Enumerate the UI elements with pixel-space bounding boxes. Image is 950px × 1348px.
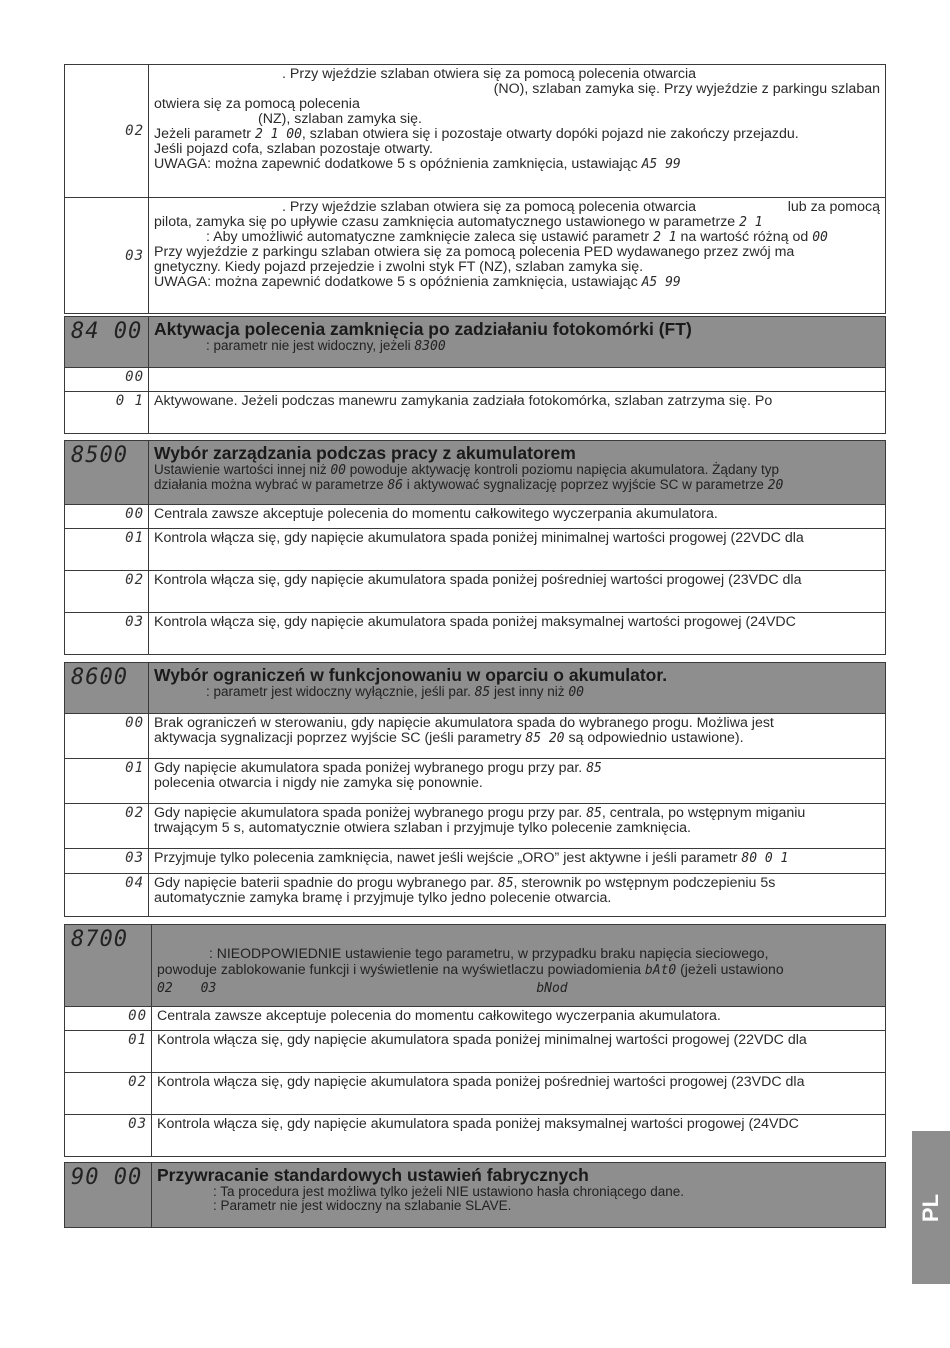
param-header	[65, 317, 886, 368]
param-90-table	[64, 1162, 886, 1228]
text-line: otwiera się za pomocą polecenia	[154, 96, 360, 112]
param-title: Przywracanie standardowych ustawień fabrycznych	[157, 1165, 589, 1185]
param-title: Wybór ograniczeń w funkcjonowaniu w oparciu o akumulator.	[154, 665, 668, 685]
param-86-table	[64, 662, 886, 917]
table-row	[65, 368, 886, 392]
table-row	[65, 874, 886, 917]
option-description: Kontrola włącza się, gdy napięcie akumulatora spada poniżej pośredniej wartości progowej (23VDC dla	[152, 1073, 886, 1115]
option-description: Kontrola włącza się, gdy napięcie akumulatora spada poniżej maksymalnej wartości progowej (24VDC	[152, 1115, 886, 1157]
param-note: Ustawienie wartości innej niż 00 powoduje aktywację kontroli poziomu napięcia akumulatora. Żądany typ	[154, 462, 779, 478]
option-code: 00	[128, 1008, 147, 1024]
option-code: 00	[125, 369, 144, 385]
option-description: Centrala zawsze akceptuje polecenia do momentu całkowitego wyczerpania akumulatora.	[149, 505, 886, 529]
param-note: 02 03 bNod	[157, 981, 568, 996]
table-row	[65, 1007, 886, 1031]
param-note: : parametr jest widoczny wyłącznie, jeśli par. 85 jest inny niż 00	[206, 684, 584, 700]
option-description	[149, 65, 886, 198]
table-row	[65, 714, 886, 759]
option-description: Aktywowane. Jeżeli podczas manewru zamykania zadziała fotokomórka, szlaban zatrzyma się. Po	[149, 392, 886, 434]
table-row	[65, 804, 886, 849]
text-line: . Przy wjeździe szlaban otwiera się za pomocą polecenia otwarcia lub za pomocą	[282, 199, 880, 215]
table-row	[65, 198, 886, 314]
text-line: Jeżeli parametr 2 1 00, szlaban otwiera się i pozostaje otwarty dopóki pojazd nie zakończy przejazdu.	[154, 126, 799, 142]
option-code: 03	[125, 247, 144, 264]
option-code: 02	[125, 123, 144, 139]
param-85-table	[64, 440, 886, 655]
param-code: 84 00	[71, 319, 143, 344]
param-87-table	[64, 924, 886, 1157]
language-tab-label: PL	[918, 1193, 943, 1222]
option-code: 02	[125, 572, 144, 588]
option-description: Przyjmuje tylko polecenia zamknięcia, nawet jeśli wejście „ORO” jest aktywne i jeśli parametr 80 0 1	[149, 849, 886, 874]
option-code: 01	[125, 530, 144, 546]
param-note: działania można wybrać w parametrze 86 i aktywować sygnalizację poprzez wyjście SC w parametrze 20	[154, 477, 784, 493]
text-line: (NZ), szlaban zamyka się.	[258, 111, 422, 127]
param-note: powoduje zablokowanie funkcji i wyświetlenie na wyświetlaczu powiadomienia bAt0 (jeżeli ustawiono	[157, 961, 784, 978]
option-code: 02	[125, 805, 144, 821]
option-code: 04	[125, 875, 144, 891]
table-row	[65, 392, 886, 434]
option-code: 03	[128, 1116, 147, 1132]
option-description: Kontrola włącza się, gdy napięcie akumulatora spada poniżej maksymalnej wartości progowej (24VDC	[149, 613, 886, 655]
option-description: Kontrola włącza się, gdy napięcie akumulatora spada poniżej pośredniej wartości progowej (23VDC dla	[149, 571, 886, 613]
param-title: Aktywacja polecenia zamknięcia po zadziałaniu fotokomórki (FT)	[154, 319, 692, 339]
text-line: Przy wyjeździe z parkingu szlaban otwiera się za pomocą polecenia PED wydawanego przez zwój ma	[154, 244, 795, 260]
option-code: 03	[125, 850, 144, 866]
text-line: : Aby umożliwić automatyczne zamknięcie zaleca się ustawić parametr 2 1 na wartość różną od 00	[206, 229, 828, 245]
text-line: gnetyczny. Kiedy pojazd przejedzie i zwolni styk FT (NZ), szlaban zamyka się.	[154, 259, 644, 275]
text-line: UWAGA: można zapewnić dodatkowe 5 s opóźnienia zamknięcia, ustawiając A5 99	[154, 156, 681, 172]
table-row	[65, 1031, 886, 1073]
param-header	[65, 663, 886, 714]
param-note: : Parametr nie jest widoczny na szlabanie SLAVE.	[213, 1198, 512, 1213]
option-code: 00	[125, 715, 144, 731]
param-note: : Ta procedura jest możliwa tylko jeżeli NIE ustawiono hasła chroniącego dane.	[213, 1184, 685, 1199]
text-line: . Przy wjeździe szlaban otwiera się za pomocą polecenia otwarcia	[282, 66, 697, 82]
table-row	[65, 1115, 886, 1157]
text-line: (NO), szlaban zamyka się. Przy wyjeździe z parkingu szlaban	[493, 81, 880, 97]
param-title: Wybór zarządzania podczas pracy z akumulatorem	[154, 443, 576, 463]
text-line: Jeśli pojazd cofa, szlaban pozostaje otwarty.	[154, 141, 433, 157]
param-note: : NIEODPOWIEDNIE ustawienie tego parametru, w przypadku braku napięcia sieciowego,	[209, 945, 769, 961]
text-line: UWAGA: można zapewnić dodatkowe 5 s opóźnienia zamknięcia, ustawiając A5 99	[154, 274, 681, 290]
option-description: Gdy napięcie baterii spadnie do progu wybranego par. 85, sterownik po wstępnym podczepieniu 5s automatycznie zamyka bramę i przyjmuje tylko jedno polecenie otwarcia.	[149, 874, 886, 917]
option-description: Kontrola włącza się, gdy napięcie akumulatora spada poniżej minimalnej wartości progowej (22VDC dla	[152, 1031, 886, 1073]
option-description	[149, 368, 886, 392]
options-table-top	[64, 64, 886, 314]
language-tab	[912, 1131, 950, 1284]
option-description: Centrala zawsze akceptuje polecenia do momentu całkowitego wyczerpania akumulatora.	[152, 1007, 886, 1031]
table-row	[65, 571, 886, 613]
param-header	[65, 1163, 886, 1228]
param-code: 8500	[71, 443, 128, 468]
option-description: Gdy napięcie akumulatora spada poniżej wybranego progu przy par. 85, centrala, po wstępnym miganiu trwającym 5 s, automatycznie otwiera szlaban i przyjmuje tylko polecenie zamknięcia.	[149, 804, 886, 849]
param-header	[65, 441, 886, 505]
param-code: 90 00	[71, 1165, 143, 1190]
param-header	[65, 925, 886, 1007]
option-description	[149, 198, 886, 314]
option-code: 01	[125, 760, 144, 776]
option-code: 01	[128, 1032, 147, 1048]
table-row	[65, 505, 886, 529]
param-84-table	[64, 316, 886, 434]
option-code: 03	[125, 614, 144, 630]
param-code: 8700	[71, 927, 128, 952]
param-code: 8600	[71, 665, 128, 690]
text-line: pilota, zamyka się po upływie czasu zamknięcia automatycznego ustawionego w parametrze 2 1	[154, 214, 763, 230]
table-row	[65, 613, 886, 655]
option-code: 0 1	[115, 393, 144, 409]
table-row	[65, 529, 886, 571]
param-note: : parametr nie jest widoczny, jeżeli 8300	[206, 338, 446, 354]
table-row	[65, 65, 886, 198]
table-row	[65, 1073, 886, 1115]
option-description: Gdy napięcie akumulatora spada poniżej wybranego progu przy par. 85 polecenia otwarcia i nigdy nie zamyka się ponownie.	[149, 759, 886, 804]
table-row	[65, 759, 886, 804]
option-code: 00	[125, 506, 144, 522]
option-code: 02	[128, 1074, 147, 1090]
option-description: Kontrola włącza się, gdy napięcie akumulatora spada poniżej minimalnej wartości progowej (22VDC dla	[149, 529, 886, 571]
table-row	[65, 849, 886, 874]
option-description: Brak ograniczeń w sterowaniu, gdy napięcie akumulatora spada do wybranego progu. Możliwa jest aktywacja sygnalizacji poprzez wyjście SC (jeśli parametry 85 20 są odpowiednio ustawione).	[149, 714, 886, 759]
